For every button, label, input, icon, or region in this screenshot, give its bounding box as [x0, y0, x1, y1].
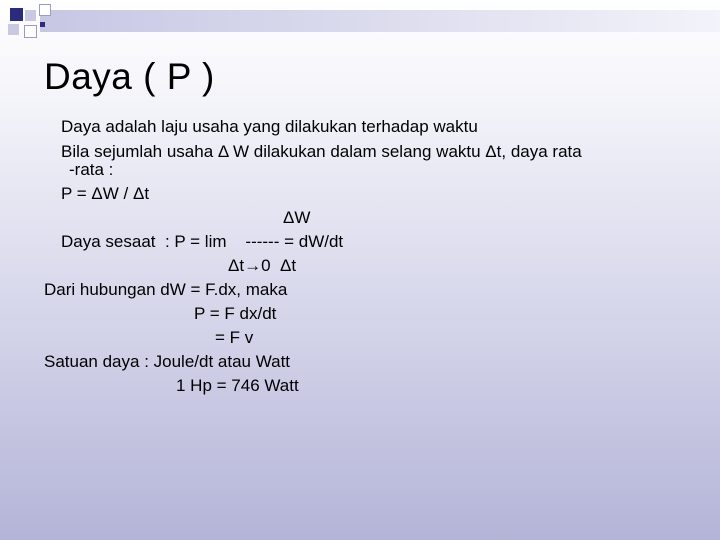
- text-line-work-interval: Bila sejumlah usaha Δ W dilakukan dalam selang waktu Δt, daya rata: [61, 142, 582, 161]
- text-line-horsepower: 1 Hp = 746 Watt: [176, 376, 299, 395]
- decor-square-dark-1: [10, 8, 23, 21]
- formula-power-dx-dt: P = F dx/dt: [194, 304, 277, 323]
- text-line-unit: Satuan daya : Joule/dt atau Watt: [44, 352, 291, 371]
- header-decoration: [0, 0, 720, 50]
- decor-square-outline-2: [24, 25, 37, 38]
- formula-numerator: ΔW: [283, 208, 311, 227]
- slide-title: Daya ( P ): [44, 56, 215, 97]
- formula-limit-subscript: Δt→0 Δt: [228, 256, 297, 275]
- text-line-work-interval-cont: -rata :: [69, 160, 114, 179]
- text-line-relation: Dari hubungan dW = F.dx, maka: [44, 280, 288, 299]
- decor-square-light-1: [25, 10, 36, 21]
- decor-square-light-2: [8, 24, 19, 35]
- formula-instantaneous-power: Daya sesaat : P = lim ------ = dW/dt: [61, 232, 344, 251]
- formula-power-fv: = F v: [215, 328, 254, 347]
- decor-square-dark-2: [40, 22, 45, 27]
- header-bar: [40, 10, 720, 32]
- formula-average-power: P = ΔW / Δt: [61, 184, 150, 203]
- text-line-definition: Daya adalah laju usaha yang dilakukan terhadap waktu: [61, 117, 478, 136]
- decor-square-outline-1: [39, 4, 51, 16]
